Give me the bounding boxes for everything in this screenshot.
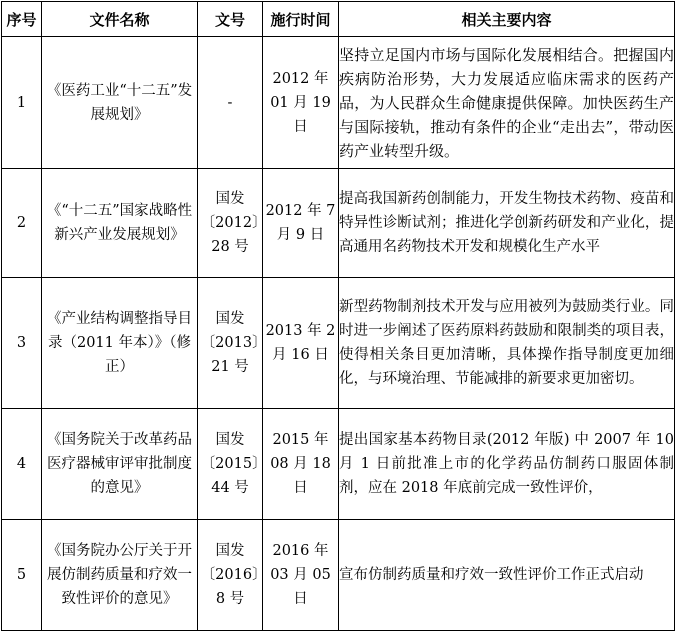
header-index: 序号 [2, 2, 42, 37]
document-name: 《“十二五”国家战略性新兴产业发展规划》 [42, 169, 198, 278]
policy-documents-table [1, 1, 675, 631]
row-index: 5 [2, 520, 42, 631]
document-name: 《国务院办公厅关于开展仿制药质量和疗效一致性评价的意见》 [42, 520, 198, 631]
document-name: 《产业结构调整指导目录（2011 年本）》（修正） [42, 278, 198, 409]
effective-date: 2015 年 08 月 18 日 [263, 409, 339, 520]
effective-date: 2013 年 2 月 16 日 [263, 278, 339, 409]
document-number: 国发〔2012〕28 号 [198, 169, 263, 278]
main-content: 宣布仿制药质量和疗效一致性评价工作正式启动 [339, 520, 675, 631]
header-document-name: 文件名称 [42, 2, 198, 37]
table-row [2, 278, 675, 409]
table-row [2, 37, 675, 169]
main-content: 坚持立足国内市场与国际化发展相结合。把握国内疾病防治形势，大力发展适应临床需求的医药产品，为人民群众生命健康提供保障。加快医药生产与国际接轨，推动有条件的企业“走出去”，带动医药产业转型升级。 [339, 37, 675, 169]
table-header-row [2, 2, 675, 37]
effective-date: 2016 年 03 月 05 日 [263, 520, 339, 631]
main-content: 提出国家基本药物目录(2012 年版) 中 2007 年 10 月 1 日前批准上市的化学药品仿制药口服固体制剂，应在 2018 年底前完成一致性评价， [339, 409, 675, 520]
document-number: - [198, 37, 263, 169]
main-content: 新型药物制剂技术开发与应用被列为鼓励类行业。同时进一步阐述了医药原料药鼓励和限制类的项目表，使得相关条目更加清晰，具体操作指导制度更加细化，与环境治理、节能减排的新要求更加密切。 [339, 278, 675, 409]
table-row [2, 520, 675, 631]
table-row [2, 169, 675, 278]
header-main-content: 相关主要内容 [339, 2, 675, 37]
row-index: 3 [2, 278, 42, 409]
header-effective-date: 施行时间 [263, 2, 339, 37]
main-content: 提高我国新药创制能力，开发生物技术药物、疫苗和特异性诊断试剂；推进化学创新药研发和产业化，提高通用名药物技术开发和规模化生产水平 [339, 169, 675, 278]
document-number: 国发〔2016〕8 号 [198, 520, 263, 631]
document-number: 国发〔2015〕44 号 [198, 409, 263, 520]
effective-date: 2012 年 01 月 19 日 [263, 37, 339, 169]
document-name: 《医药工业“十二五”发展规划》 [42, 37, 198, 169]
row-index: 2 [2, 169, 42, 278]
document-name: 《国务院关于改革药品医疗器械审评审批制度的意见》 [42, 409, 198, 520]
document-number: 国发〔2013〕21 号 [198, 278, 263, 409]
row-index: 4 [2, 409, 42, 520]
row-index: 1 [2, 37, 42, 169]
effective-date: 2012 年 7 月 9 日 [263, 169, 339, 278]
header-document-number: 文号 [198, 2, 263, 37]
table-row [2, 409, 675, 520]
